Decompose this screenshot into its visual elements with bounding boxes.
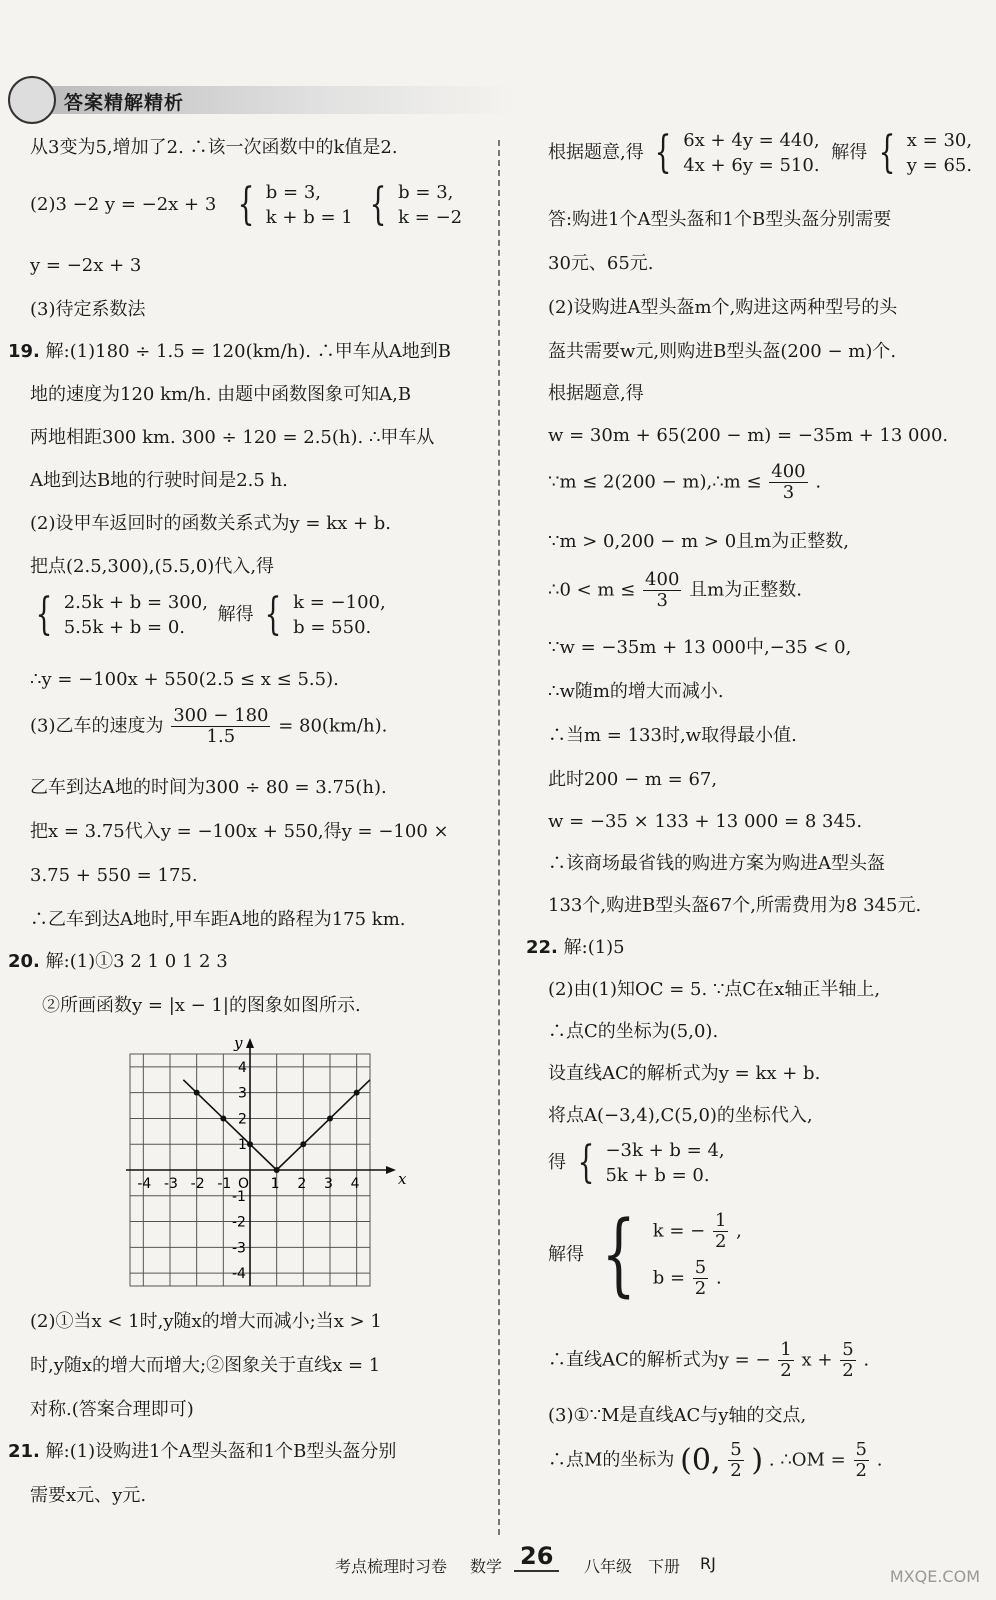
y-tick-label: -3 <box>232 1240 246 1257</box>
equation: 5.5k + b = 0. <box>63 617 186 639</box>
text-line: y = −2x + 3 <box>30 255 142 276</box>
text-line: ∴y = −100x + 550(2.5 ≤ x ≤ 5.5). <box>30 669 339 690</box>
text-line <box>30 590 386 640</box>
text-line: w = 30m + 65(200 − m) = −35m + 13 000. <box>548 425 949 446</box>
x-axis-label: x <box>398 1170 407 1188</box>
denominator: 2 <box>730 1459 742 1481</box>
data-point <box>327 1115 333 1121</box>
footer-grade: 八年级 <box>584 1557 633 1576</box>
text-line: (2)由(1)知OC = 5. ∵点C在x轴正半轴上, <box>548 979 881 1000</box>
y-tick-label: -2 <box>232 1214 246 1231</box>
data-point <box>300 1141 306 1147</box>
text-line <box>30 180 462 230</box>
question-label: 21. <box>8 1441 40 1462</box>
equation: 6x + 4y = 440, <box>683 130 820 151</box>
equation: −3k + b = 4, <box>605 1140 725 1161</box>
numerator: 5 <box>730 1439 742 1460</box>
equation-system <box>605 1138 724 1188</box>
y-tick-label: -4 <box>232 1266 246 1283</box>
text-line: 此时200 − m = 67, <box>548 769 718 790</box>
text-line: 解:(1)①3 2 1 0 1 2 3 <box>45 951 228 972</box>
text-line: 地的速度为120 km/h. 由题中函数图象可知A,B <box>30 384 412 405</box>
text-line: 30元、65元. <box>548 253 654 274</box>
equation-system <box>653 1211 742 1298</box>
question-number <box>8 340 451 363</box>
equation: k + b = 1 <box>265 207 353 229</box>
text-line: ∴乙车到达A地时,甲车距A地的路程为175 km. <box>30 909 406 930</box>
text-segment: k = − <box>652 1220 706 1242</box>
denominator: 2 <box>694 1277 707 1299</box>
text-line: 对称.(答案合理即可) <box>30 1399 194 1420</box>
x-axis-arrow-icon <box>386 1166 396 1174</box>
fraction <box>728 1440 743 1481</box>
question-number <box>8 1440 396 1463</box>
question-number <box>526 936 625 959</box>
text-segment: ∵m ≤ 2(200 − m),∴m ≤ <box>548 471 762 493</box>
text-line: 需要x元、y元. <box>30 1485 147 1506</box>
text-line <box>548 462 821 503</box>
page-number: 26 <box>514 1542 559 1572</box>
text-solve: 解得 <box>217 604 254 626</box>
text-line: 把x = 3.75代入y = −100x + 550,得y = −100 × <box>30 821 449 842</box>
text-line: ∵w = −35m + 13 000中,−35 < 0, <box>548 637 852 658</box>
question-label: 20. <box>8 951 40 972</box>
text-line <box>548 570 802 611</box>
text-line <box>548 1138 725 1188</box>
equation-system <box>398 180 462 230</box>
numerator: 5 <box>694 1257 707 1278</box>
question-label: 22. <box>526 937 558 958</box>
text-segment: ∴点M的坐标为 <box>548 1449 675 1471</box>
text-segment: , <box>736 1220 742 1242</box>
x-tick-label: 4 <box>350 1176 360 1192</box>
text-line: ②所画函数y = |x − 1|的图象如图所示. <box>42 995 361 1016</box>
question-label: 19. <box>8 341 40 362</box>
text-line <box>548 1440 882 1481</box>
numerator: 1 <box>714 1210 727 1232</box>
equation: 4x + 6y = 510. <box>683 155 820 177</box>
equation: y = 65. <box>906 155 973 177</box>
brace-icon: { <box>237 179 255 231</box>
text-line <box>30 706 387 747</box>
denominator: 2 <box>842 1359 854 1381</box>
brace-icon: { <box>35 589 53 641</box>
data-point <box>274 1167 280 1173</box>
text-segment: ∴0 < m ≤ <box>548 579 636 601</box>
text-line: 答:购进1个A型头盔和1个B型头盔分别需要 <box>548 209 892 230</box>
text-line: 133个,购进B型头盔67个,所需费用为8 345元. <box>548 895 922 916</box>
text-line: 解:(1)设购进1个A型头盔和1个B型头盔分别 <box>45 1441 397 1462</box>
text-line: 盔共需要w元,则购进B型头盔(200 − m)个. <box>548 341 897 362</box>
data-point <box>247 1141 253 1147</box>
data-point <box>220 1115 226 1121</box>
text-segment: 解得 <box>548 1244 584 1265</box>
text-line: (3)待定系数法 <box>30 299 146 320</box>
brace-icon: { <box>577 1137 595 1189</box>
numerator: 1 <box>780 1339 792 1360</box>
y-tick-label: 2 <box>238 1111 247 1128</box>
text-segment: ∴直线AC的解析式为y = − <box>548 1349 771 1371</box>
text-line: 时,y随x的增大而增大;②图象关于直线x = 1 <box>30 1355 381 1376</box>
brace-icon: { <box>264 589 282 641</box>
text-line: (2)设购进A型头盔m个,购进这两种型号的头 <box>548 297 898 318</box>
text-line: (2)①当x < 1时,y随x的增大而减小;当x > 1 <box>30 1311 382 1332</box>
brace-icon: { <box>370 179 387 231</box>
fraction <box>778 1340 793 1381</box>
brace-icon: { <box>601 1202 636 1307</box>
page-footer <box>0 1542 996 1578</box>
text-line: 根据题意,得 <box>548 383 644 404</box>
equation: 2.5k + b = 300, <box>63 592 208 613</box>
column-divider <box>498 140 500 1535</box>
x-tick-label: 2 <box>297 1176 307 1192</box>
text-segment: 根据题意,得 <box>548 142 644 164</box>
text-line <box>548 1340 869 1381</box>
text-line: 解:(1)5 <box>563 937 625 958</box>
equation-system <box>64 590 208 640</box>
text-line: (2)设甲车返回时的函数关系式为y = kx + b. <box>30 513 392 534</box>
text-segment: ) <box>751 1442 764 1478</box>
question-number <box>8 950 228 973</box>
equation-system <box>683 128 819 178</box>
text-segment: . <box>876 1449 883 1471</box>
text-segment: x + <box>801 1349 833 1371</box>
y-tick-label: 1 <box>238 1137 247 1154</box>
watermark: MXQE.COM <box>889 1567 980 1586</box>
fraction <box>643 570 681 611</box>
text-segment: . <box>715 1267 722 1289</box>
fraction <box>693 1258 708 1299</box>
text-line: 3.75 + 550 = 175. <box>30 865 198 886</box>
text-line: 从3变为5,增加了2. ∴该一次函数中的k值是2. <box>30 137 398 158</box>
text-segment: 且m为正整数. <box>689 579 802 601</box>
text-segment: (0, <box>680 1442 721 1478</box>
equation <box>653 1211 742 1252</box>
text-line: (3)①∵M是直线AC与y轴的交点, <box>548 1405 807 1426</box>
numerator: 400 <box>645 569 680 590</box>
text-line: ∴当m = 133时,w取得最小值. <box>548 725 797 746</box>
footer-book: 考点梳理时习卷 <box>335 1557 448 1576</box>
text-solve: 解得 <box>831 142 868 164</box>
equation: k = −2 <box>398 207 463 229</box>
x-tick-label: -3 <box>164 1176 178 1192</box>
text-line <box>548 1202 742 1307</box>
data-point <box>354 1090 360 1096</box>
text-line: ∴点C的坐标为(5,0). <box>548 1021 719 1042</box>
denominator: 3 <box>782 481 795 503</box>
equation-system <box>907 128 972 178</box>
equation: x = 30, <box>906 130 973 151</box>
text-segment: . <box>815 471 822 493</box>
text-line: ∵m > 0,200 − m > 0且m为正整数, <box>548 531 849 552</box>
text-line: 解:(1)180 ÷ 1.5 = 120(km/h). ∴甲车从A地到B <box>45 341 451 362</box>
numerator: 400 <box>771 461 806 482</box>
fraction <box>840 1340 855 1381</box>
equation-system <box>266 180 353 230</box>
footer-edition: RJ <box>700 1554 716 1573</box>
numerator: 5 <box>855 1439 867 1460</box>
text-segment: (3)乙车的速度为 <box>30 715 164 737</box>
numerator: 5 <box>842 1339 854 1360</box>
brace-icon: { <box>878 127 896 179</box>
text-line: ∴w随m的增大而减小. <box>548 681 724 702</box>
equation: b = 3, <box>265 182 321 203</box>
denominator: 2 <box>855 1459 867 1481</box>
data-point <box>194 1090 200 1096</box>
denominator: 2 <box>714 1231 727 1253</box>
y-axis-arrow-icon <box>246 1038 254 1048</box>
text-line: 两地相距300 km. 300 ÷ 120 = 2.5(h). ∴甲车从 <box>30 427 435 448</box>
footer-subject: 数学 <box>470 1557 503 1576</box>
x-tick-label: -4 <box>137 1176 152 1192</box>
denominator: 1.5 <box>206 725 236 747</box>
brace-icon: { <box>655 127 672 179</box>
text-line: w = −35 × 133 + 13 000 = 8 345. <box>548 811 863 832</box>
x-tick-label: O <box>238 1176 250 1192</box>
denominator: 2 <box>780 1359 792 1381</box>
x-tick-label: -1 <box>217 1176 232 1192</box>
numerator: 300 − 180 <box>173 705 269 726</box>
y-axis-label: y <box>234 1034 243 1052</box>
text-line: 将点A(−3,4),C(5,0)的坐标代入, <box>548 1105 813 1126</box>
fraction <box>713 1211 728 1252</box>
text-segment: . ∴OM = <box>768 1449 846 1471</box>
equation: b = 3, <box>398 182 454 203</box>
x-tick-label: 1 <box>270 1176 280 1192</box>
fraction <box>854 1440 869 1481</box>
logo-icon <box>8 76 56 124</box>
text-line: 设直线AC的解析式为y = kx + b. <box>548 1063 821 1084</box>
text-segment: 得 <box>548 1152 566 1174</box>
answer-text: (2)3 −2 y = −2x + 3 <box>30 194 217 216</box>
function-graph <box>110 1034 407 1300</box>
text-line: ∴该商场最省钱的购进方案为购进A型头盔 <box>548 853 885 874</box>
equation: b = 550. <box>293 617 372 639</box>
footer-volume: 下册 <box>648 1557 681 1576</box>
equation-system <box>293 590 386 640</box>
text-line <box>548 128 972 178</box>
y-tick-label: 3 <box>238 1085 247 1102</box>
equation <box>653 1258 742 1299</box>
fraction <box>769 462 807 503</box>
equation: k = −100, <box>293 592 386 613</box>
header-title: 答案精解精析 <box>64 92 185 114</box>
text-line: 乙车到达A地的时间为300 ÷ 80 = 3.75(h). <box>30 777 387 798</box>
text-segment: . <box>863 1349 870 1371</box>
text-segment: = 80(km/h). <box>278 715 388 737</box>
equation: 5k + b = 0. <box>605 1165 710 1187</box>
y-tick-label: 4 <box>238 1059 247 1076</box>
x-tick-label: -2 <box>190 1176 205 1192</box>
text-line: A地到达B地的行驶时间是2.5 h. <box>30 470 288 491</box>
page-header <box>0 0 996 118</box>
fraction <box>171 706 270 747</box>
x-tick-label: 3 <box>324 1176 333 1192</box>
text-line: 把点(2.5,300),(5.5,0)代入,得 <box>30 556 275 577</box>
denominator: 3 <box>656 589 668 611</box>
text-segment: b = <box>652 1267 686 1289</box>
y-tick-label: -1 <box>232 1188 246 1205</box>
